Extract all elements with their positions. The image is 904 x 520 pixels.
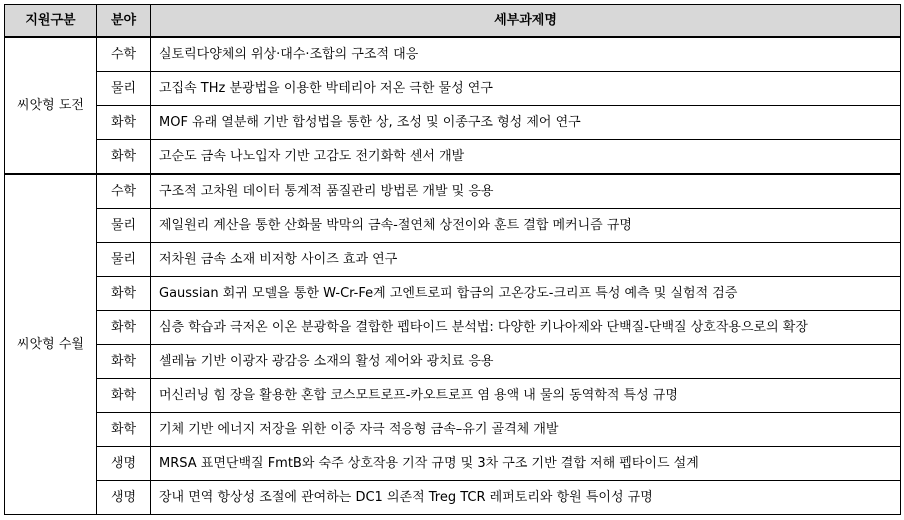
field-cell: 물리 (97, 72, 151, 106)
field-cell: 화학 (97, 277, 151, 311)
project-title-cell: 기체 기반 에너지 저장을 위한 이중 자극 적응형 금속–유기 골격체 개발 (151, 413, 901, 447)
support-type-cell: 씨앗형 수월 (5, 174, 97, 515)
field-cell: 화학 (97, 311, 151, 345)
field-cell: 화학 (97, 345, 151, 379)
project-title-cell: 장내 면역 항상성 조절에 관여하는 DC1 의존적 Treg TCR 레퍼토리와 항원 특이성 규명 (151, 481, 901, 515)
project-title-cell: 구조적 고차원 데이터 통계적 품질관리 방법론 개발 및 응용 (151, 174, 901, 209)
support-type-cell: 씨앗형 도전 (5, 37, 97, 174)
field-cell: 화학 (97, 379, 151, 413)
field-cell: 생명 (97, 481, 151, 515)
table-row (5, 311, 901, 345)
field-cell: 물리 (97, 243, 151, 277)
table-row (5, 277, 901, 311)
project-title-cell: Gaussian 회귀 모델을 통한 W-Cr-Fe계 고엔트로피 합금의 고온강도-크리프 특성 예측 및 실험적 검증 (151, 277, 901, 311)
project-title-cell: MRSA 표면단백질 FmtB와 숙주 상호작용 기작 규명 및 3차 구조 기반 결합 저해 펩타이드 설계 (151, 447, 901, 481)
field-cell: 화학 (97, 413, 151, 447)
table-row (5, 37, 901, 72)
header-project-title: 세부과제명 (151, 5, 901, 38)
table-row (5, 481, 901, 515)
table-row (5, 243, 901, 277)
field-cell: 화학 (97, 106, 151, 140)
project-title-cell: 셀레늄 기반 이광자 광감응 소재의 활성 제어와 광치료 응용 (151, 345, 901, 379)
table-row (5, 140, 901, 175)
table-row (5, 379, 901, 413)
header-support-type: 지원구분 (5, 5, 97, 38)
field-cell: 생명 (97, 447, 151, 481)
table-row (5, 106, 901, 140)
table-row (5, 413, 901, 447)
project-title-cell: MOF 유래 열분해 기반 합성법을 통한 상, 조성 및 이종구조 형성 제어 연구 (151, 106, 901, 140)
table-row (5, 209, 901, 243)
table-row (5, 345, 901, 379)
field-cell: 화학 (97, 140, 151, 175)
header-field: 분야 (97, 5, 151, 38)
table-row (5, 72, 901, 106)
table-row (5, 174, 901, 209)
project-title-cell: 고순도 금속 나노입자 기반 고감도 전기화학 센서 개발 (151, 140, 901, 175)
project-title-cell: 실토릭다양체의 위상·대수·조합의 구조적 대응 (151, 37, 901, 72)
project-table (4, 4, 901, 515)
table-header-row (5, 5, 901, 38)
field-cell: 물리 (97, 209, 151, 243)
field-cell: 수학 (97, 37, 151, 72)
project-title-cell: 심층 학습과 극저온 이온 분광학을 결합한 펩타이드 분석법: 다양한 키나아제와 단백질-단백질 상호작용으로의 확장 (151, 311, 901, 345)
project-title-cell: 머신러닝 힘 장을 활용한 혼합 코스모트로프-카오트로프 염 용액 내 물의 동역학적 특성 규명 (151, 379, 901, 413)
project-title-cell: 제일원리 계산을 통한 산화물 박막의 금속-절연체 상전이와 훈트 결합 메커니즘 규명 (151, 209, 901, 243)
project-title-cell: 고집속 THz 분광법을 이용한 박테리아 저온 극한 물성 연구 (151, 72, 901, 106)
table-row (5, 447, 901, 481)
project-title-cell: 저차원 금속 소재 비저항 사이즈 효과 연구 (151, 243, 901, 277)
field-cell: 수학 (97, 174, 151, 209)
